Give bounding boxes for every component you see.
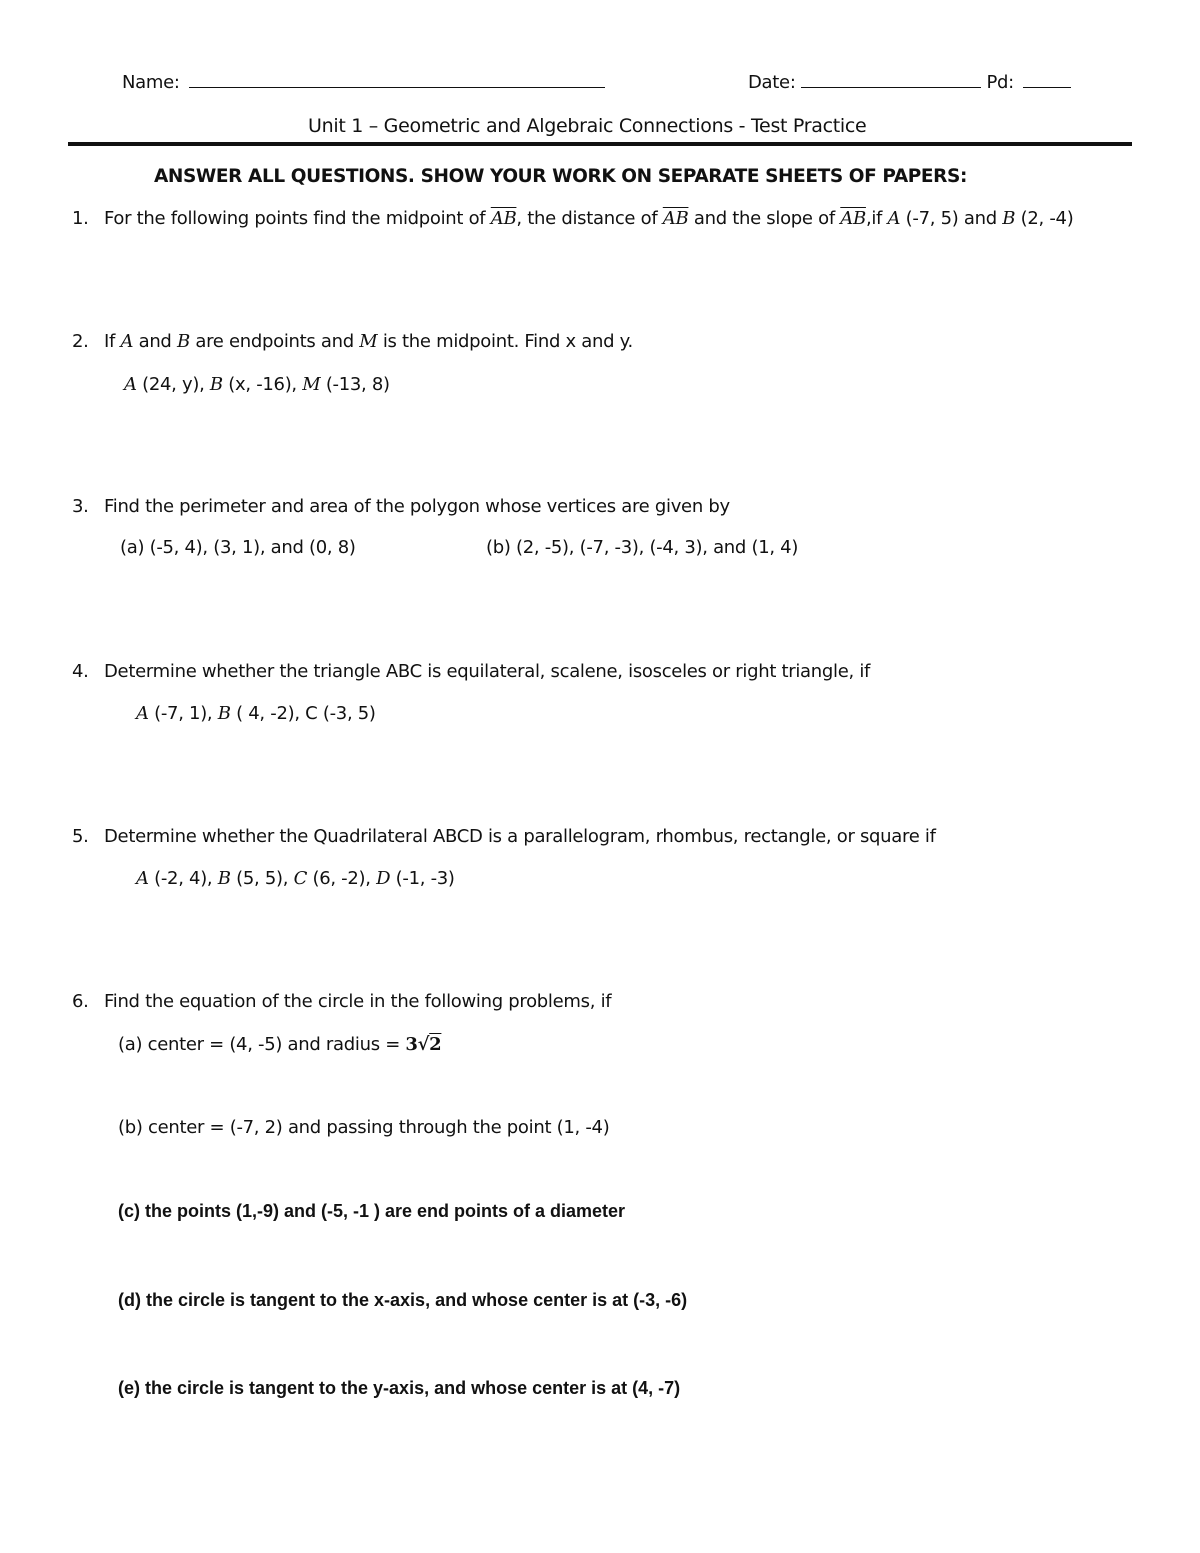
question-6-part-c: (c) the points (1,-9) and (-5, -1 ) are end points of a diameter bbox=[118, 1201, 626, 1221]
question-6-part-d: (d) the circle is tangent to the x-axis, and whose center is at (-3, -6) bbox=[118, 1290, 688, 1310]
question-5-points: A (-2, 4), B (5, 5), C (6, -2), D (-1, -3) bbox=[136, 868, 455, 889]
pd-blank[interactable] bbox=[1023, 86, 1071, 88]
question-number: 6. bbox=[72, 991, 89, 1012]
question-number: 1. bbox=[72, 208, 89, 229]
radius-value: 3√2 bbox=[405, 1034, 442, 1055]
name-line bbox=[122, 72, 605, 93]
question-6-part-e: (e) the circle is tangent to the y-axis, and whose center is at (4, -7) bbox=[118, 1378, 681, 1398]
question-number: 4. bbox=[72, 661, 89, 682]
question-3-part-b: (b) (2, -5), (-7, -3), (-4, 3), and (1, 4) bbox=[486, 537, 799, 558]
question-2-points: A (24, y), B (x, -16), M (-13, 8) bbox=[124, 374, 390, 395]
segment-ab: $\overline{AB}$ bbox=[490, 208, 517, 229]
question-4-points: A (-7, 1), B ( 4, -2), C (-3, 5) bbox=[136, 703, 376, 724]
question-1: 1. For the following points find the midpoint of $\overline{AB}$, the distance of $\overline{AB}$ and the slope of $\overline{AB},if$ A (-7, 5) and B (2, -4) bbox=[72, 208, 1074, 229]
page-title: Unit 1 – Geometric and Algebraic Connections - Test Practice bbox=[308, 115, 867, 137]
question-5: 5. Determine whether the Quadrilateral ABCD is a parallelogram, rhombus, rectangle, or square if bbox=[72, 826, 936, 847]
segment-ab: $\overline{AB}$ bbox=[662, 208, 689, 229]
date-label: Date: bbox=[748, 72, 796, 93]
question-6-part-b: (b) center = (-7, 2) and passing through the point (1, -4) bbox=[118, 1117, 610, 1138]
question-number: 3. bbox=[72, 496, 89, 517]
question-6-part-a: (a) center = (4, -5) and radius = 3√2 bbox=[118, 1034, 442, 1055]
pd-label: Pd: bbox=[986, 72, 1014, 93]
name-label: Name: bbox=[122, 72, 180, 93]
question-4: 4. Determine whether the triangle ABC is equilateral, scalene, isosceles or right triangle, if bbox=[72, 661, 871, 682]
instructions: ANSWER ALL QUESTIONS. SHOW YOUR WORK ON SEPARATE SHEETS OF PAPERS: bbox=[154, 166, 967, 187]
question-number: 5. bbox=[72, 826, 89, 847]
header-rule bbox=[68, 142, 1132, 146]
date-blank[interactable] bbox=[801, 86, 981, 88]
date-line bbox=[748, 72, 1071, 93]
question-number: 2. bbox=[72, 331, 89, 352]
question-2: 2. If A and B are endpoints and M is the midpoint. Find x and y. bbox=[72, 331, 633, 352]
question-3-part-a: (a) (-5, 4), (3, 1), and (0, 8) bbox=[120, 537, 356, 558]
question-6: 6. Find the equation of the circle in the following problems, if bbox=[72, 991, 612, 1012]
question-3: 3. Find the perimeter and area of the polygon whose vertices are given by bbox=[72, 496, 730, 517]
segment-ab: $\overline{AB}$ bbox=[840, 208, 866, 229]
name-blank[interactable] bbox=[189, 86, 605, 88]
